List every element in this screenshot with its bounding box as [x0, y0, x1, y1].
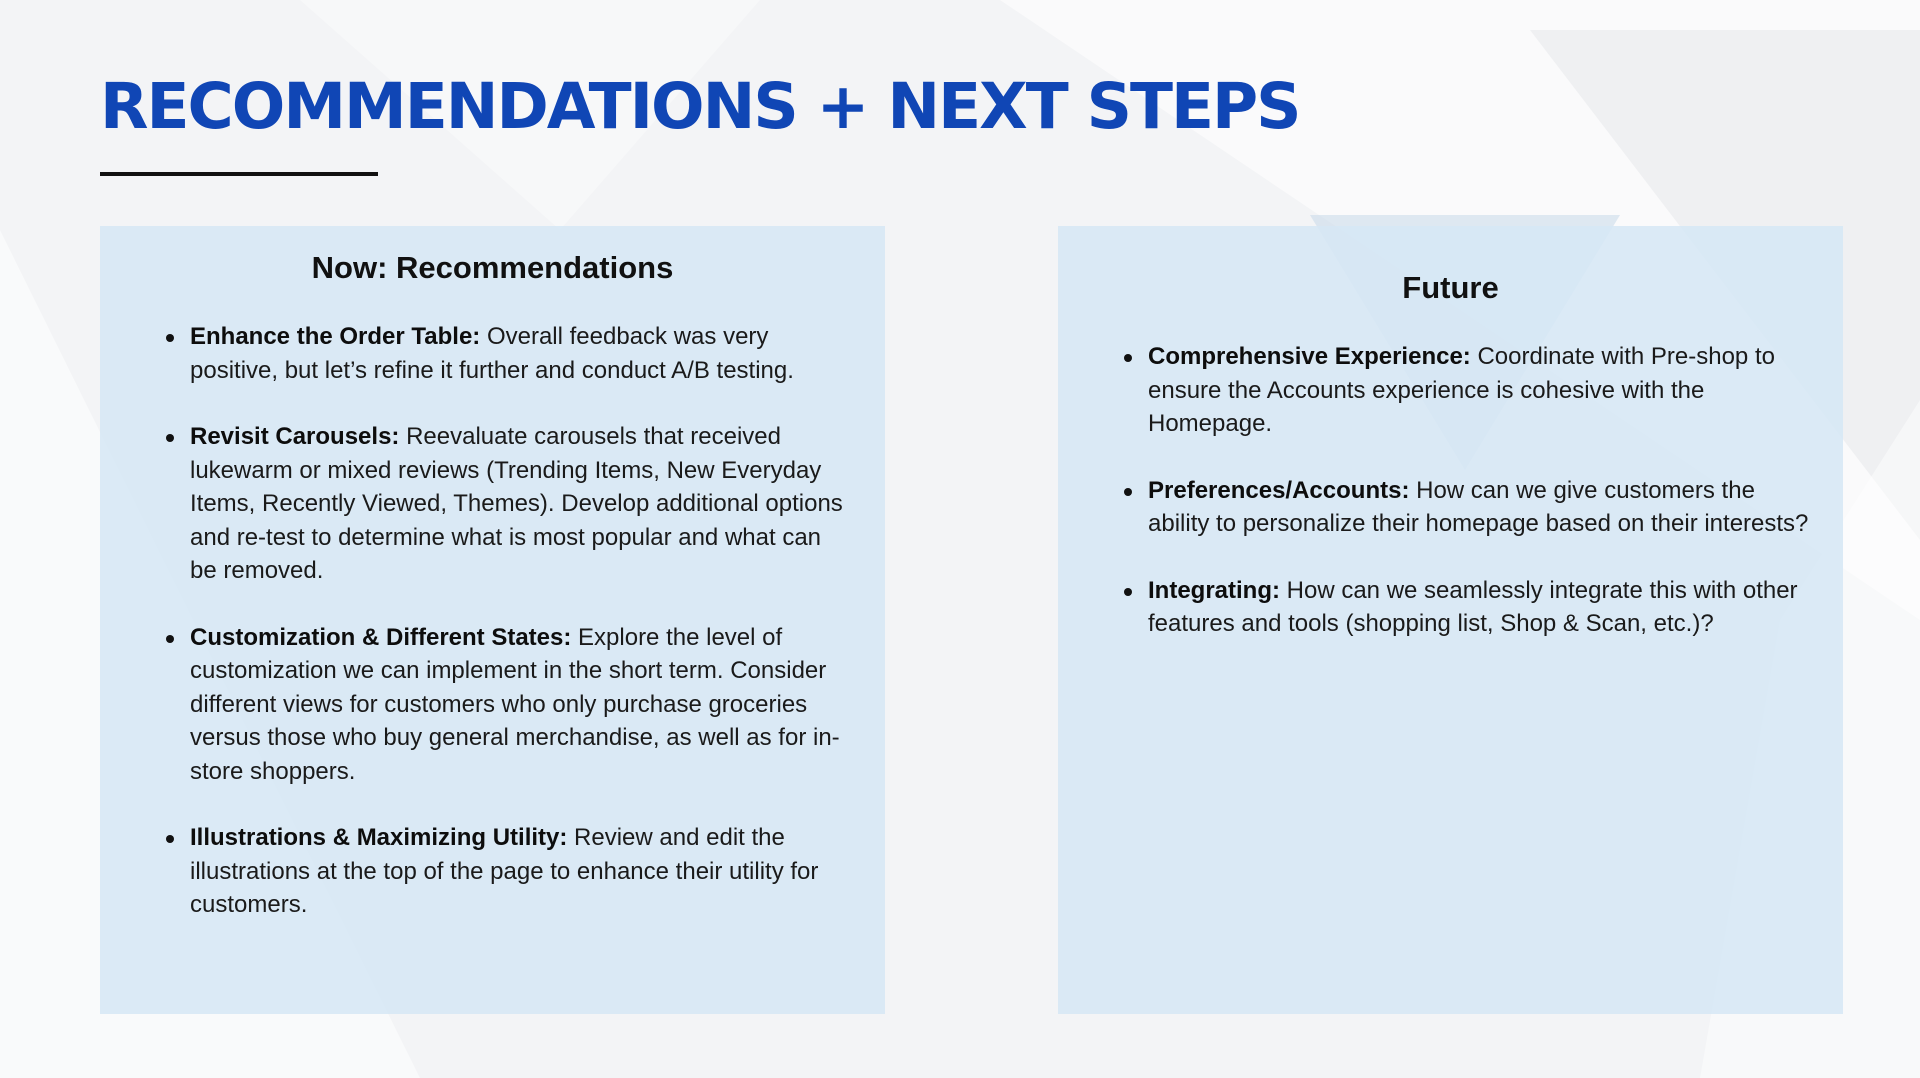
list-item [1124, 340, 1814, 441]
list-item [166, 320, 846, 387]
item-term: Preferences/Accounts: [1148, 476, 1417, 504]
list-item [166, 621, 846, 789]
item-text: Overall feedback was very positive, but let’s refine it further and conduct A/B testing. [190, 323, 794, 384]
list-item [166, 420, 846, 588]
list-item [1124, 474, 1814, 541]
item-term: Integrating: [1148, 576, 1287, 604]
now-panel-heading: Now: Recommendations [311, 250, 674, 285]
item-term: Comprehensive Experience: [1148, 343, 1478, 370]
item-text: Reevaluate carousels that received lukewarm or mixed reviews (Trending Items, New Everyday Items, Recently Viewed, Themes). Develop additional options and re-test to determine what is most popular and what can be removed. [190, 423, 843, 584]
now-recommendations-list [166, 320, 846, 955]
item-text: Explore the level of customization we can implement in the short term. Consider different views for customers who only purchase groceries versus those who buy general merchandise, as well as for in-store shoppers. [190, 623, 840, 785]
item-term: Illustrations & Maximizing Utility: [190, 824, 575, 851]
bullet-icon [166, 635, 174, 643]
item-text: Coordinate with Pre-shop to ensure the Accounts experience is cohesive with the Homepage. [1148, 343, 1775, 437]
item-text: How can we seamlessly integrate this with other features and tools (shopping list, Shop & Scan, etc.)? [1148, 576, 1798, 637]
slide-title: RECOMMENDATIONS + NEXT STEPS [100, 70, 1300, 143]
bullet-icon [166, 434, 174, 442]
list-item [166, 821, 846, 922]
title-underline [100, 172, 378, 176]
bullet-icon [1124, 488, 1132, 496]
future-panel [1058, 226, 1843, 1014]
item-term: Customization & Different States: [190, 623, 579, 651]
item-text: Review and edit the illustrations at the top of the page to enhance their utility for customers. [190, 824, 819, 918]
future-panel-heading: Future [1402, 270, 1499, 305]
bullet-icon [166, 835, 174, 843]
list-item [1124, 574, 1814, 641]
bullet-icon [1124, 588, 1132, 596]
future-list [1124, 340, 1814, 674]
item-term: Revisit Carousels: [190, 423, 407, 450]
bullet-icon [166, 334, 174, 342]
item-term: Enhance the Order Table: [190, 323, 487, 350]
now-recommendations-panel [100, 226, 885, 1014]
bullet-icon [1124, 354, 1132, 362]
item-text: How can we give customers the ability to personalize their homepage based on their interests? [1148, 476, 1809, 537]
